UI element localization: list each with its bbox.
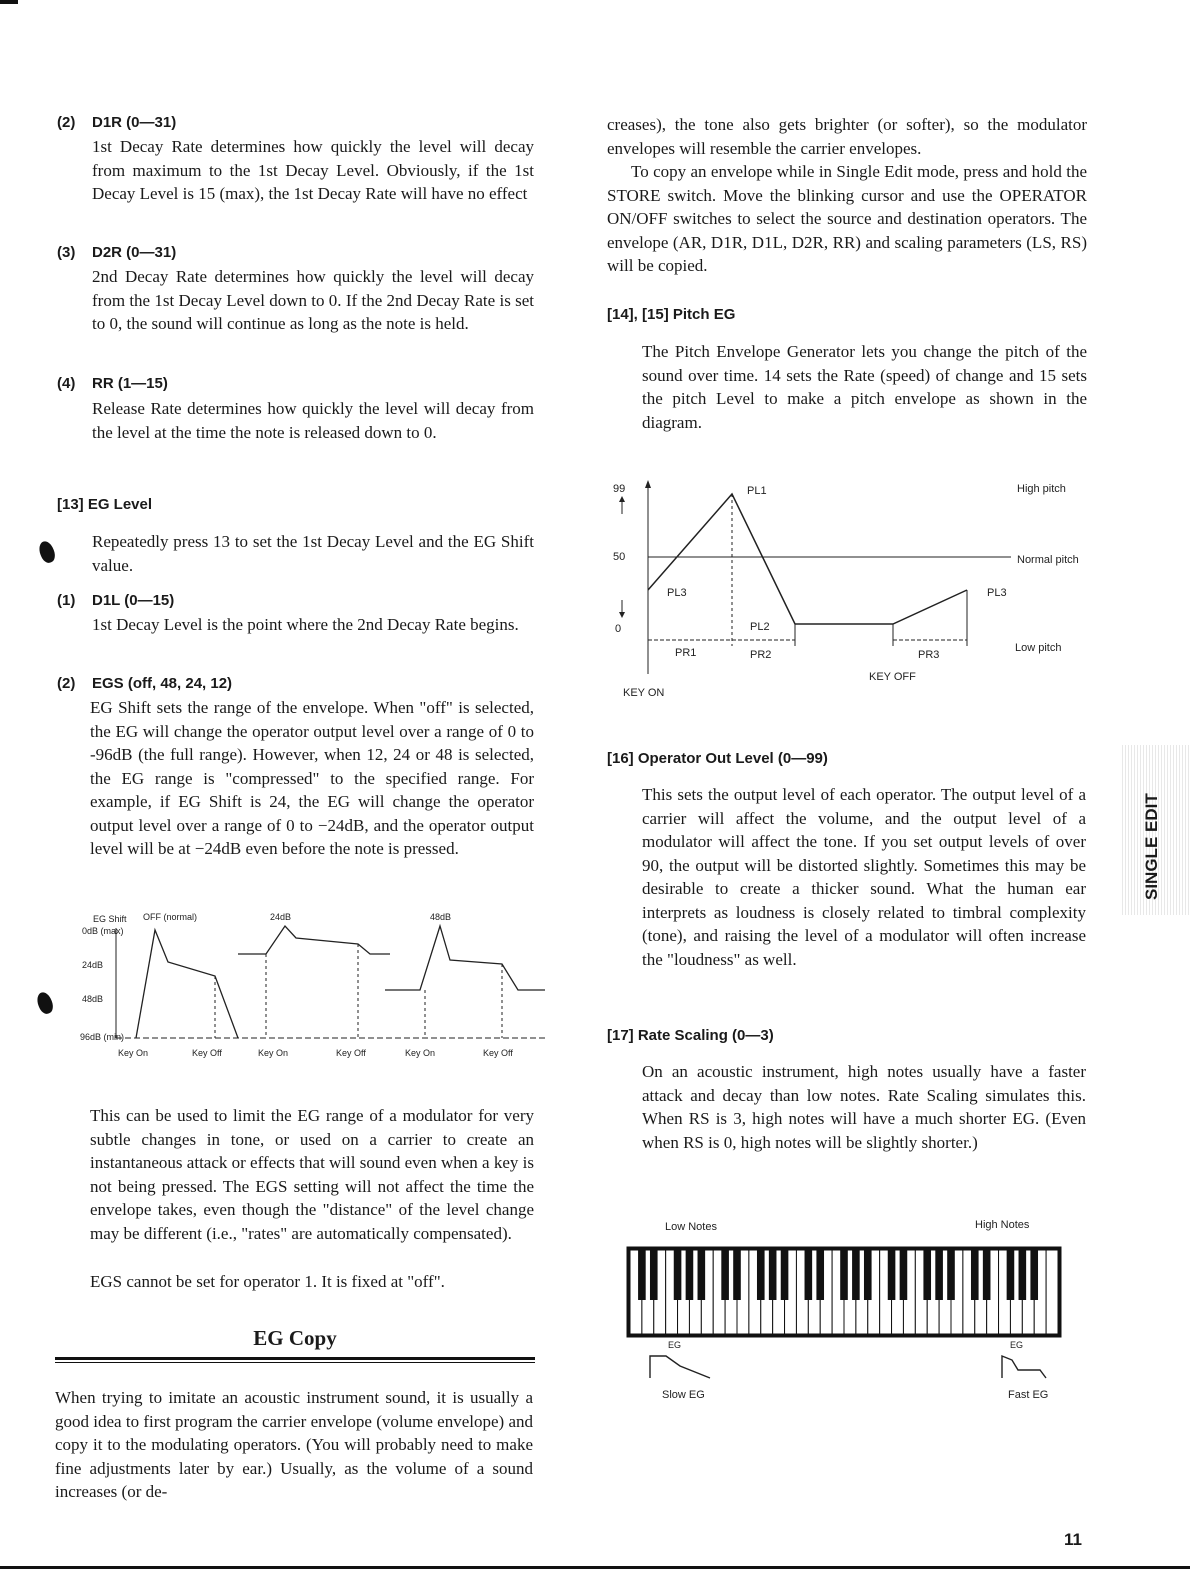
- egs-usage-text: This can be used to limit the EG range of a modulator for very subtle changes in tone, or used on a carrier to create an instantaneous attack or effects that will sound even when a key is not being pressed. The EGS setting will not affect the time the envelope takes, even though the "distance" of the level change may be different (i.e., "rates" are automatically compensated).: [90, 1106, 534, 1243]
- d1r-text: 1st Decay Rate determines how quickly the level will decay from maximum to the 1st Decay Level. Obviously, if the 1st Decay Level is 15 (max), the 1st Decay Rate will have no effect: [92, 137, 534, 203]
- op-out-heading: [16] Operator Out Level (0—99): [607, 750, 828, 767]
- black-key: [971, 1250, 979, 1300]
- corner-mark: [0, 0, 18, 4]
- x-key-off-3: Key Off: [483, 1048, 513, 1058]
- x-key-off-1: Key Off: [192, 1048, 222, 1058]
- black-key: [1007, 1250, 1015, 1300]
- point-pl2: PL2: [750, 621, 770, 633]
- rate-pr2: PR2: [750, 649, 772, 661]
- label-high-notes: High Notes: [975, 1219, 1030, 1231]
- rate-scaling-text: On an acoustic instrument, high notes usually have a faster attack and decay than low notes. Rate Scaling simulates this. When RS is 3, high notes will have a much shorter EG. (Even when RS is 0, high notes will be slightly shorter.): [642, 1062, 1086, 1152]
- point-pl1: PL1: [747, 485, 767, 497]
- eg-level-heading: [13] EG Level: [57, 496, 153, 513]
- x-key-on-1: Key On: [118, 1048, 149, 1058]
- label-low-pitch: Low pitch: [1015, 642, 1062, 654]
- black-key: [900, 1250, 908, 1300]
- label-key-on: KEY ON: [623, 687, 665, 699]
- eg-copy-howto: To copy an envelope while in Single Edit mode, press and hold the STORE switch. Move the blinking cursor and use the OPERATOR ON/OFF switches to select the source and destination operators. The envelope (AR, D1R, D1L, D2R, RR) and scaling parameters (LS, RS) will be copied.: [607, 162, 1087, 275]
- pitch-eg-diagram: [605, 474, 1100, 704]
- black-key: [769, 1250, 777, 1300]
- keyboard-diagram: [620, 1210, 1070, 1410]
- label-slow-eg: Slow EG: [662, 1389, 705, 1401]
- black-key: [983, 1250, 991, 1300]
- y-label-96db: 96dB (min): [80, 1032, 125, 1042]
- op-out-text: This sets the output level of each operator. The output level of a carrier will affect the volume, and the output level of a modulator will affect the tone. If you set output levels of over 90, the output will be distorted slightly. Sometimes this may be desirable to create a thicker sound. What the human ear interprets as loudness is closely related to timbral complexity (tone), and raising the level of a modulator will often increase the "loudness" as well.: [642, 785, 1086, 969]
- y-label-0db: 0dB (max): [82, 926, 124, 936]
- black-key: [864, 1250, 872, 1300]
- rate-scaling-heading: [17] Rate Scaling (0—3): [607, 1027, 774, 1044]
- section-rule: [55, 1357, 535, 1360]
- black-key: [698, 1250, 706, 1300]
- d1r-heading: (2) D1R (0—31): [57, 114, 177, 131]
- rr-text: Release Rate determines how quickly the level will decay from the level at the time the note is released down to 0.: [92, 399, 534, 442]
- black-key: [1019, 1250, 1027, 1300]
- eg-copy-title: EG Copy: [253, 1326, 337, 1350]
- black-key: [674, 1250, 682, 1300]
- col-label-24: 24dB: [270, 912, 292, 922]
- d1l-text: 1st Decay Level is the point where the 2nd Decay Rate begins.: [92, 615, 519, 634]
- eg-copy-text: When trying to imitate an acoustic instrument sound, it is usually a good idea to first program the carrier envelope (volume envelope) and copy it to the modulating operators. (You will probably need to make fine adjustments later by ear.) Usually, as the volume of a sound increases (or de-: [55, 1388, 533, 1501]
- label-fast-eg: Fast EG: [1008, 1389, 1049, 1401]
- black-key: [721, 1250, 729, 1300]
- black-key: [947, 1250, 955, 1300]
- y-label-24db: 24dB: [82, 960, 104, 970]
- eg-shift-diagram: [40, 910, 550, 1060]
- x-key-on-3: Key On: [405, 1048, 436, 1058]
- y-label-48db: 48dB: [82, 994, 104, 1004]
- col-label-off: OFF (normal): [143, 912, 197, 922]
- label-key-off: KEY OFF: [869, 671, 916, 683]
- point-pl3-start: PL3: [667, 587, 687, 599]
- y-label-99: 99: [613, 483, 626, 495]
- black-key: [650, 1250, 658, 1300]
- y-label-0: 0: [615, 623, 622, 635]
- side-tab-label: SINGLE EDIT: [1142, 793, 1161, 900]
- white-key: [1046, 1250, 1058, 1334]
- black-key: [935, 1250, 943, 1300]
- pitch-eg-heading: [14], [15] Pitch EG: [607, 306, 736, 323]
- section-rule: [55, 1362, 535, 1363]
- egs-text: EG Shift sets the range of the envelope. When "off" is selected, the EG will change the operator output level over a range of 0 to -96dB (the full range). However, when 12, 24 or 48 is selected, the EG range is "compressed" to the specified range. For example, if EG Shift is 24, the EG will change the operator output level over a range of 0 to −24dB, and the operator output level will be at −24dB even before the note is pressed.: [90, 698, 534, 858]
- label-high-pitch: High pitch: [1017, 483, 1066, 495]
- label-eg-left: EG: [668, 1340, 682, 1350]
- black-key: [781, 1250, 789, 1300]
- eg-level-intro: Repeatedly press 13 to set the 1st Decay Level and the EG Shift value.: [92, 532, 534, 575]
- d1l-heading: (1) D1L (0—15): [57, 592, 175, 609]
- pitch-eg-text: The Pitch Envelope Generator lets you change the pitch of the sound over time. 14 sets the Rate (speed) of change and 15 sets the pitch Level to make a pitch envelope as shown in the diagram.: [642, 342, 1087, 432]
- x-key-on-2: Key On: [258, 1048, 289, 1058]
- black-key: [888, 1250, 896, 1300]
- eg-copy-cont: creases), the tone also gets brighter (or softer), so the modulator envelopes will resemble the carrier envelopes.: [607, 115, 1087, 158]
- black-key: [733, 1250, 741, 1300]
- rr-heading: (4) RR (1—15): [57, 375, 168, 392]
- d2r-heading: (3) D2R (0—31): [57, 244, 177, 261]
- black-key: [757, 1250, 765, 1300]
- black-key: [923, 1250, 931, 1300]
- point-pl3-end: PL3: [987, 587, 1007, 599]
- black-key: [852, 1250, 860, 1300]
- eg-shift-label: EG Shift: [93, 914, 127, 924]
- black-key: [638, 1250, 646, 1300]
- black-key: [840, 1250, 848, 1300]
- margin-bullet: [37, 539, 58, 564]
- egs-note-text: EGS cannot be set for operator 1. It is fixed at "off".: [90, 1272, 445, 1291]
- rate-pr3: PR3: [918, 649, 940, 661]
- x-key-off-2: Key Off: [336, 1048, 366, 1058]
- label-low-notes: Low Notes: [665, 1221, 717, 1233]
- black-key: [686, 1250, 694, 1300]
- rate-pr1: PR1: [675, 647, 697, 659]
- black-key: [805, 1250, 813, 1300]
- bottom-edge-line: [0, 1566, 1190, 1569]
- d2r-text: 2nd Decay Rate determines how quickly the level will decay from the 1st Decay Level down to 0. If the 2nd Decay Rate is set to 0, the sound will continue as long as the note is held.: [92, 267, 534, 333]
- black-key: [1030, 1250, 1038, 1300]
- label-eg-right: EG: [1010, 1340, 1024, 1350]
- page-number: 11: [1064, 1530, 1082, 1549]
- black-key: [816, 1250, 824, 1300]
- col-label-48: 48dB: [430, 912, 452, 922]
- y-label-50: 50: [613, 551, 626, 563]
- egs-heading: (2) EGS (off, 48, 24, 12): [57, 675, 233, 692]
- label-normal-pitch: Normal pitch: [1017, 554, 1079, 566]
